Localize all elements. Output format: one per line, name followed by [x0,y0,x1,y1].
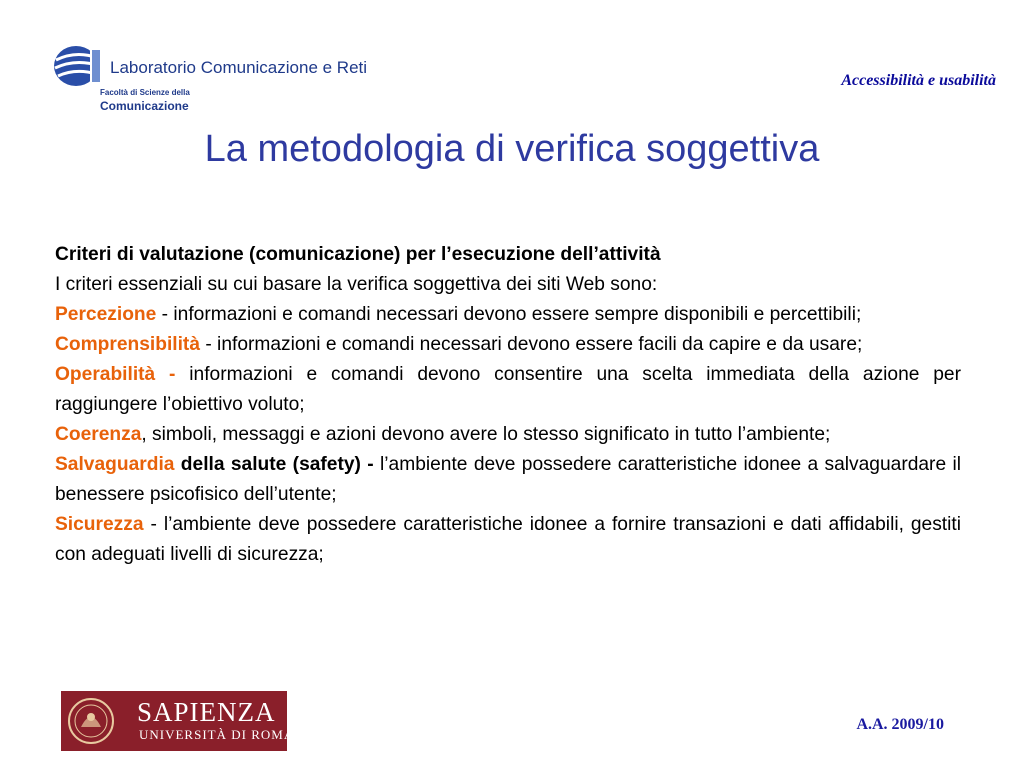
criterion-item [55,450,961,510]
criterion-text: , simboli, messaggi e azioni devono avere lo stesso significato in tutto l’ambiente; [141,424,831,445]
criterion-term: Operabilità - [55,364,176,385]
course-name: Accessibilità e usabilità [841,72,996,89]
university-name: SAPIENZA [137,697,276,727]
criterion-text: - informazioni e comandi necessari devono essere sempre disponibili e percettibili; [156,304,862,325]
criterion-term: Salvaguardia [55,454,175,475]
university-subtitle: UNIVERSITÀ DI ROMA [139,727,295,742]
criterion-text: - informazioni e comandi necessari devono essere facili da capire e da usare; [200,334,863,355]
criterion-item [55,360,961,420]
slide-body [55,240,961,570]
academic-year: A.A. 2009/10 [856,716,944,733]
criterion-item [55,330,961,360]
slide-title: La metodologia di verifica soggettiva [204,128,820,170]
section-heading: Criteri di valutazione (comunicazione) per l’esecuzione dell’attività [55,244,661,265]
faculty-line2: Comunicazione [100,99,189,113]
faculty-line1: Facoltà di Scienze della [100,88,190,97]
globe-logo-icon [52,42,104,88]
university-logo [61,691,295,751]
criterion-text: l’ambiente deve possedere caratteristiche idonee a salvaguardare il benessere psicofisico dell’utente; [55,454,961,505]
criterion-item [55,300,961,330]
criterion-text: informazioni e comandi devono consentire una scelta immediata della azione per raggiungere l’obiettivo voluto; [55,364,961,415]
lab-name: Laboratorio Comunicazione e Reti [110,58,368,77]
sapienza-seal-icon [67,697,115,745]
criterion-term: Coerenza [55,424,142,445]
criterion-item [55,510,961,570]
criterion-term: Comprensibilità [55,334,200,355]
criterion-term-suffix: della salute (safety) - [174,454,374,475]
intro-text: I criteri essenziali su cui basare la verifica soggettiva dei siti Web sono: [55,274,658,295]
criterion-text: - l’ambiente deve possedere caratteristiche idonee a fornire transazioni e dati affidabili, gestiti con adeguati livelli di sicurezza; [55,514,961,565]
criterion-term: Percezione [55,304,157,325]
criterion-item [55,420,961,450]
criterion-term: Sicurezza [55,514,144,535]
lab-logo [52,42,452,114]
